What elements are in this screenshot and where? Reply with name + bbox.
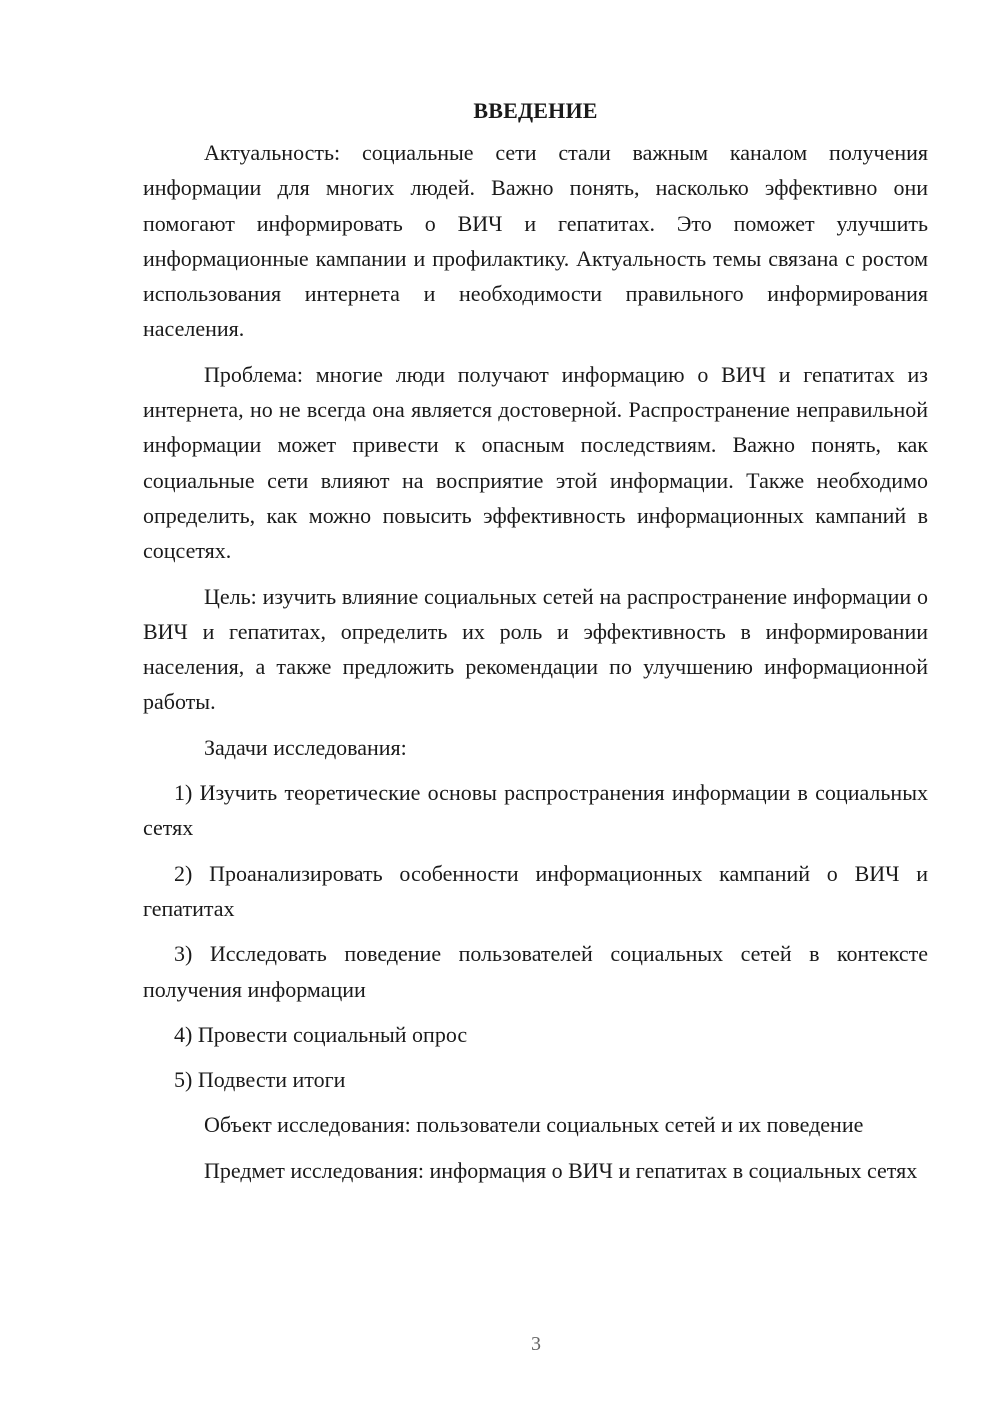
goal-paragraph: Цель: изучить влияние социальных сетей на распространение информации о ВИЧ и гепатитах, определить их роль и эффективность в информировании населения, а также предложить рекомендации по улучшению информационной работы. [143, 583, 928, 715]
research-subject-paragraph: Предмет исследования: информация о ВИЧ и гепатитах в социальных сетях [204, 1157, 918, 1183]
task-item-1: 1) Изучить теоретические основы распространения информации в социальных сетях [143, 780, 928, 841]
task-item-4: 4) Провести социальный опрос [174, 1021, 468, 1047]
problem-paragraph: Проблема: многие люди получают информацию о ВИЧ и гепатитах из интернета, но не всегда она является достоверной. Распространение неправильной информации может привести к опасным последствиям. Важно понять, как социальные сети влияют на восприятие этой информации. Также необходимо определить, как можно повысить эффективность информационных кампаний в соцсетях. [143, 361, 928, 564]
research-object-paragraph: Объект исследования: пользователи социальных сетей и их поведение [204, 1112, 864, 1138]
task-item-5: 5) Подвести итоги [174, 1067, 346, 1093]
relevance-paragraph: Актуальность: социальные сети стали важным каналом получения информации для многих людей. Важно понять, насколько эффективно они помогают информировать о ВИЧ и гепатитах. Это поможет улучшить информационные кампании и профилактику. Актуальность темы связана с ростом использования интернета и необходимости правильного информирования населения. [143, 140, 928, 342]
task-item-2: 2) Проанализировать особенности информационных кампаний о ВИЧ и гепатитах [143, 860, 928, 921]
tasks-heading: Задачи исследования: [204, 734, 407, 760]
page-content [143, 93, 928, 1198]
section-heading: ВВЕДЕНИЕ [473, 98, 598, 123]
task-item-3: 3) Исследовать поведение пользователей социальных сетей в контексте получения информации [143, 941, 928, 1002]
page-number: 3 [531, 1333, 541, 1355]
